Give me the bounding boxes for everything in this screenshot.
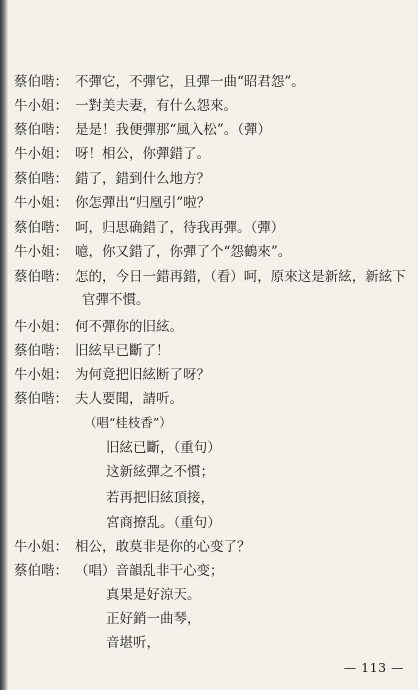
dialogue-text: 为何竟把旧絃断了呀？ [75, 367, 210, 383]
speaker-name: 牛小姐： [14, 539, 68, 555]
speaker-name: 蔡伯喈： [14, 74, 68, 90]
dialogue-text: 何不彈你的旧絃。 [75, 319, 183, 335]
speaker-name: 蔡伯喈： [14, 391, 68, 407]
dialogue-text: 夫人要聞，請听。 [75, 391, 183, 407]
dialogue-text: 一對美夫妻，有什么怨來。 [75, 98, 237, 114]
dialogue-text: 呵，归思确錯了，待我再彈。（彈） [75, 220, 285, 236]
dialogue-line [14, 219, 410, 237]
song-verse: 宮商撩乱。（重句） [106, 515, 221, 531]
song-tune-label: （唱“桂枝香”） [84, 415, 172, 430]
dialogue-text: 怎的，今日一錯再錯，（看）呵，原來这是新絃，新絃下 [75, 269, 406, 285]
speaker-name: 牛小姐： [14, 367, 68, 383]
dialogue-text: 不彈它，不彈它，且彈一曲“昭君怨”。 [75, 74, 305, 90]
dialogue-line [14, 73, 410, 91]
dialogue-line [14, 538, 410, 556]
dialogue-line [14, 194, 410, 212]
song-verse: 正好銷一曲琴， [106, 611, 201, 627]
page-binding-edge [0, 0, 8, 690]
dialogue-line [14, 243, 410, 261]
speaker-name: 牛小姐： [14, 146, 68, 162]
dialogue-line [14, 121, 410, 139]
dialogue-text: （唱）音韻乱非干心变； [75, 563, 224, 579]
speaker-name: 蔡伯喈： [14, 563, 68, 579]
dialogue-line [14, 145, 410, 163]
song-verse: 真果是好涼天。 [106, 587, 201, 603]
song-verse: 旧絃已斷，（重句） [106, 440, 221, 456]
song-verse: 音堪听， [106, 635, 160, 651]
dialogue-text: 旧絃早已斷了！ [75, 343, 170, 359]
dialogue-text: 噫，你又錯了，你彈了个“怨鶴來”。 [75, 244, 292, 260]
dialogue-line [14, 170, 410, 188]
page-number: — 113 — [343, 660, 404, 675]
song-verse: 若再把旧絃頂接， [106, 490, 214, 506]
dialogue-line [14, 366, 410, 384]
dialogue-line [14, 97, 410, 115]
speaker-name: 蔡伯喈： [14, 343, 68, 359]
dialogue-line [14, 562, 410, 580]
dialogue-text: 是是！我便彈那“風入松”。（彈） [75, 122, 272, 138]
dialogue-text: 你怎彈出“归凰引”啦？ [75, 195, 211, 211]
dialogue-line [14, 390, 410, 408]
speaker-name: 蔡伯喈： [14, 122, 68, 138]
dialogue-text: 呀！相公，你彈錯了。 [75, 146, 210, 162]
speaker-name: 蔡伯喈： [14, 269, 68, 285]
dialogue-line [14, 342, 410, 360]
dialogue-line [14, 268, 410, 286]
speaker-name: 蔡伯喈： [14, 220, 68, 236]
dialogue-continuation: 官彈不慣。 [82, 292, 150, 308]
speaker-name: 牛小姐： [14, 244, 68, 260]
dialogue-text: 錯了，錯到什么地方？ [75, 171, 210, 187]
speaker-name: 牛小姐： [14, 319, 68, 335]
speaker-name: 蔡伯喈： [14, 171, 68, 187]
speaker-name: 牛小姐： [14, 98, 68, 114]
dialogue-line [14, 318, 410, 336]
speaker-name: 牛小姐： [14, 195, 68, 211]
dialogue-text: 相公，敢莫非是你的心变了？ [75, 539, 251, 555]
song-verse: 这新絃彈之不慣； [106, 464, 214, 480]
